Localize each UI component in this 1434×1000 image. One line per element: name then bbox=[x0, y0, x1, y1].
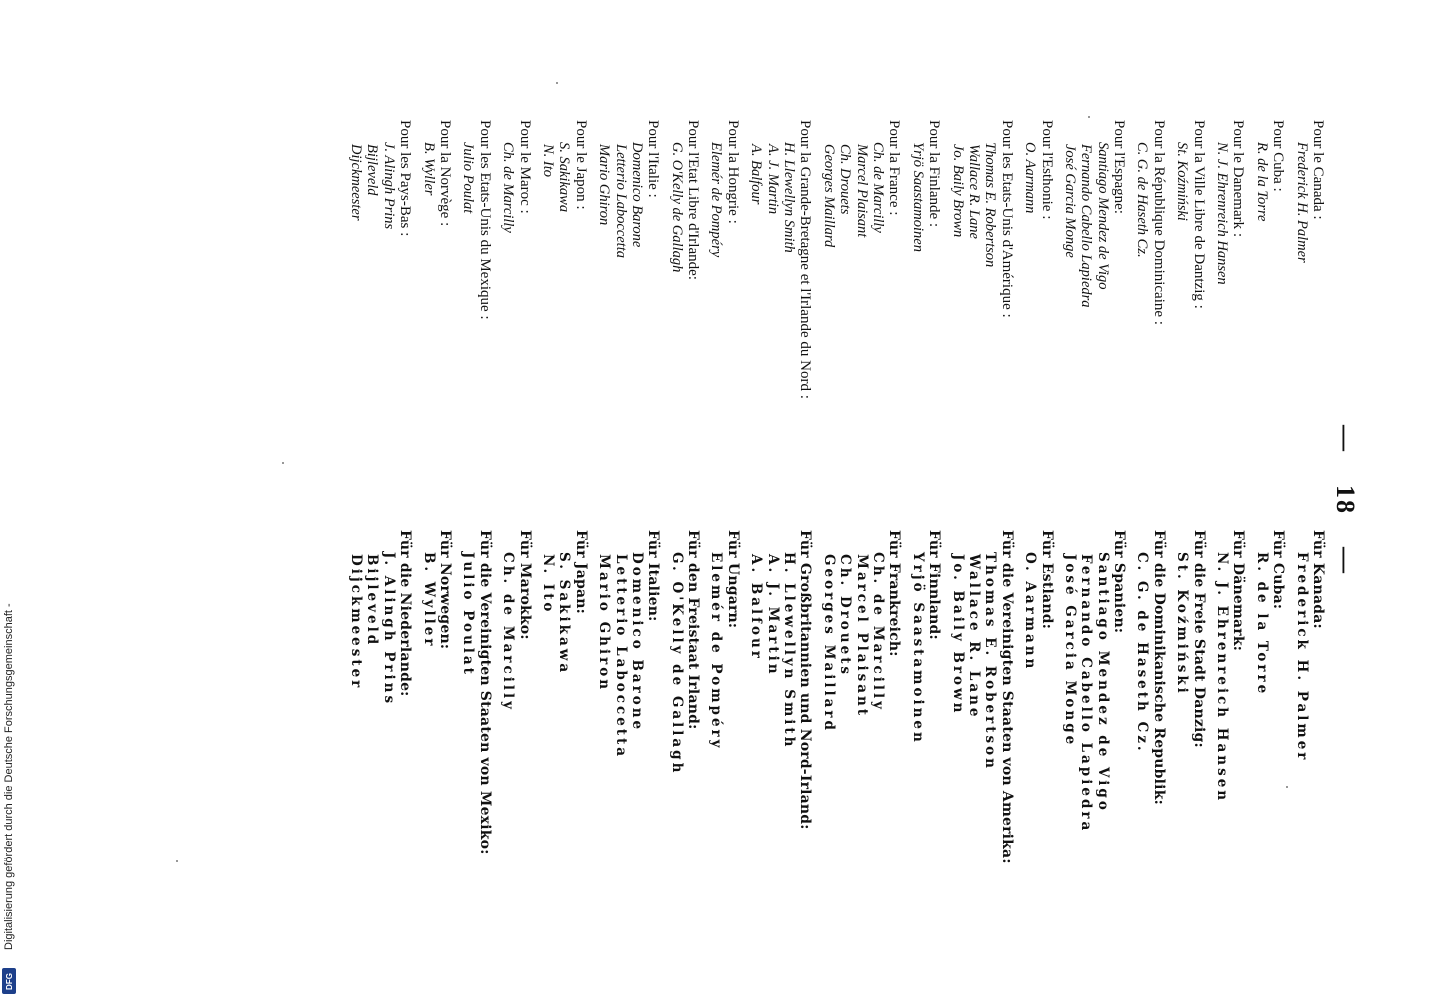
page-dash-left: — bbox=[1331, 425, 1360, 453]
signatory-entry bbox=[500, 120, 533, 580]
country-heading: Für Dänemark: bbox=[1230, 530, 1247, 652]
signatory-name: Yrjö Saastamoinen bbox=[909, 142, 926, 252]
entry-gap bbox=[1055, 120, 1062, 580]
scan-speck bbox=[176, 860, 178, 862]
signatory-entry bbox=[668, 530, 701, 990]
entry-gap bbox=[813, 120, 820, 580]
signatory-entry bbox=[820, 120, 902, 580]
signatory-entry bbox=[1293, 530, 1326, 990]
signatory-entry bbox=[708, 530, 741, 990]
signatory-name: Thomas E. Robertson bbox=[982, 142, 999, 268]
country-heading: Für Ungarn: bbox=[724, 530, 741, 629]
signatory-name: G. O'Kelly de Gallagh bbox=[668, 142, 685, 273]
entry-gap bbox=[1055, 530, 1062, 990]
entry-gap bbox=[701, 120, 708, 580]
entry-gap bbox=[1167, 530, 1174, 990]
country-heading: Pour l'Esthonie : bbox=[1038, 120, 1055, 220]
signatory-name: J. Alingh Prins bbox=[380, 142, 397, 230]
country-heading: Pour l'Etat Libre d'Irlande: bbox=[685, 120, 702, 280]
signatory-entry bbox=[909, 120, 942, 580]
country-heading: Pour le Danemark : bbox=[1230, 120, 1247, 238]
signatory-entry bbox=[1214, 120, 1247, 580]
signatory-name: A. J. Martin bbox=[764, 144, 781, 215]
page-dash-right: — bbox=[1331, 547, 1360, 575]
signatory-name: N. J. Ehrenreich Hansen bbox=[1214, 142, 1231, 285]
page-number-value: 18 bbox=[1331, 485, 1360, 515]
signatory-name: Domenico Barone bbox=[628, 142, 645, 248]
country-heading: Für Großbritannien und Nord-Irland: bbox=[797, 530, 814, 830]
digitization-credit: Digitalisierung gefördert durch die Deutsche Forschungsgemeinschaft - bbox=[3, 603, 15, 950]
country-heading: Pour les Etats-Unis du Mexique : bbox=[476, 120, 493, 320]
signatory-name: H. Llewellyn Smith bbox=[781, 142, 798, 253]
signatory-name: S. Sakikawa bbox=[556, 142, 573, 213]
signatory-entry bbox=[460, 120, 493, 580]
signatory-name: H. Llewellyn Smith bbox=[781, 552, 798, 750]
entry-gap bbox=[1207, 120, 1214, 580]
signatory-entry bbox=[1062, 530, 1128, 990]
signatory-name: José Garcia Monge bbox=[1061, 144, 1078, 258]
signatory-name: St. Koźmiński bbox=[1174, 142, 1191, 221]
country-heading: Pour la Norvège : bbox=[437, 120, 454, 227]
signatory-entry bbox=[748, 120, 814, 580]
signatory-name: B. Wyller bbox=[420, 552, 437, 649]
country-heading: Für Norwegen: bbox=[437, 530, 454, 650]
country-heading: Pour la République Dominicaine : bbox=[1150, 120, 1167, 325]
entry-gap bbox=[493, 530, 500, 990]
signatory-entry bbox=[1253, 530, 1286, 990]
country-heading: Pour le Japon : bbox=[572, 120, 589, 210]
signatory-name: G. O'Kelly de Gallagh bbox=[668, 552, 685, 776]
entry-gap bbox=[661, 120, 668, 580]
country-heading: Für Cuba: bbox=[1270, 530, 1287, 610]
country-heading: Für die Freie Stadt Danzig: bbox=[1190, 530, 1207, 748]
signatory-entry bbox=[348, 530, 414, 990]
signatory-name: Thomas E. Robertson bbox=[982, 552, 999, 771]
signatory-name: St. Koźmiński bbox=[1174, 552, 1191, 696]
signatory-entry bbox=[500, 530, 533, 990]
country-heading: Für Finnland: bbox=[926, 530, 943, 640]
signatory-entry bbox=[1134, 120, 1167, 580]
signatory-name: Santiago Mendez de Vigo bbox=[1094, 142, 1111, 290]
signatory-name: Marcel Plaisant bbox=[853, 144, 870, 238]
country-heading: Pour les Pays-Bas : bbox=[397, 120, 414, 237]
signatory-entry bbox=[708, 120, 741, 580]
signatory-name: Wallace R. Lane bbox=[965, 144, 982, 239]
entry-gap bbox=[1167, 120, 1174, 580]
signatory-name: Julio Poulat bbox=[460, 142, 477, 214]
signatory-entry bbox=[1022, 530, 1055, 990]
signatory-entry bbox=[1134, 530, 1167, 990]
country-heading: Für Estland: bbox=[1038, 530, 1055, 630]
signatory-name: C. G. de Haseth Cz. bbox=[1134, 552, 1151, 754]
country-heading: Pour le Canada : bbox=[1310, 120, 1326, 220]
entry-gap bbox=[1015, 530, 1022, 990]
country-heading: Pour l'Italie : bbox=[645, 120, 662, 198]
signatory-name: Mario Ghiron bbox=[596, 144, 613, 226]
signatory-name: Ch. Drouets bbox=[837, 144, 854, 215]
signatory-name: N. Ito bbox=[539, 554, 556, 615]
signatory-name: Frederick H. Palmer bbox=[1293, 142, 1310, 263]
country-heading: Pour la France : bbox=[886, 120, 903, 216]
signatory-name: C. G. de Haseth Cz. bbox=[1134, 142, 1151, 258]
signatory-name: Georges Maillard bbox=[820, 144, 837, 248]
signatory-name: Ch. de Marcilly bbox=[870, 142, 887, 233]
signatory-name: Yrjö Saastamoinen bbox=[909, 552, 926, 745]
entry-gap bbox=[1246, 120, 1253, 580]
entry-gap bbox=[589, 530, 596, 990]
country-heading: Für Kanada: bbox=[1310, 530, 1326, 629]
signatory-name: Frederick H. Palmer bbox=[1293, 552, 1310, 763]
signatory-name: Marcel Plaisant bbox=[853, 554, 870, 718]
french-signatures-column bbox=[348, 120, 1326, 580]
signatory-name: N. J. Ehrenreich Hansen bbox=[1214, 552, 1231, 804]
country-heading: Für Japan: bbox=[572, 530, 589, 615]
signatory-name: A. J. Martin bbox=[764, 554, 781, 677]
entry-gap bbox=[661, 530, 668, 990]
signatory-entry bbox=[1174, 120, 1207, 580]
signatory-entry bbox=[596, 120, 662, 580]
signatory-name: José Garcia Monge bbox=[1061, 554, 1078, 748]
signatory-name: Bijleveld bbox=[364, 144, 381, 196]
signatory-name: A. Balfour bbox=[748, 554, 765, 661]
signatory-entry bbox=[1214, 530, 1247, 990]
signatory-name: O. Aarmann bbox=[1022, 552, 1039, 672]
signatory-name: R. de la Torre bbox=[1253, 552, 1270, 697]
signatory-name: Fernando Cabello Lapiedra bbox=[1078, 144, 1095, 308]
signatory-entry bbox=[1253, 120, 1286, 580]
entry-gap bbox=[533, 530, 540, 990]
page-number bbox=[1330, 0, 1360, 1000]
entry-gap bbox=[741, 530, 748, 990]
signatory-entry bbox=[1174, 530, 1207, 990]
entry-gap bbox=[813, 530, 820, 990]
entry-gap bbox=[493, 120, 500, 580]
entry-gap bbox=[902, 120, 909, 580]
signatory-name: A. Balfour bbox=[748, 144, 765, 205]
signatory-name: O. Aarmann bbox=[1022, 142, 1039, 214]
signatory-entry bbox=[540, 530, 589, 990]
signatory-name: S. Sakikawa bbox=[556, 552, 573, 676]
signatory-entry bbox=[420, 120, 453, 580]
signatory-entry bbox=[949, 120, 1015, 580]
signatory-name: Wallace R. Lane bbox=[965, 554, 982, 720]
signatory-name: Letterio Laboccetta bbox=[612, 554, 629, 760]
signatory-name: Letterio Laboccetta bbox=[612, 144, 629, 258]
dfg-logo-text: DFG bbox=[4, 972, 14, 990]
entry-gap bbox=[1246, 530, 1253, 990]
signatory-entry bbox=[1062, 120, 1128, 580]
dfg-logo bbox=[2, 968, 16, 994]
entry-gap bbox=[453, 530, 460, 990]
signatory-entry bbox=[596, 530, 662, 990]
digitization-sidebar bbox=[0, 0, 18, 1000]
country-heading: Pour l'Espagne: bbox=[1111, 120, 1128, 214]
scan-speck bbox=[556, 82, 558, 84]
signatory-entry bbox=[1022, 120, 1055, 580]
signatory-name: Dijckmeester bbox=[348, 554, 365, 691]
signatory-name: Ch. de Marcilly bbox=[500, 142, 517, 233]
signatory-name: Ch. Drouets bbox=[837, 554, 854, 678]
entry-gap bbox=[533, 120, 540, 580]
signatory-name: J. Alingh Prins bbox=[380, 552, 397, 707]
entry-gap bbox=[741, 120, 748, 580]
signatory-entry bbox=[909, 530, 942, 990]
signatory-name: B. Wyller bbox=[420, 142, 437, 196]
signatory-name: Julio Poulat bbox=[460, 552, 477, 677]
signatory-name: N. Ito bbox=[539, 144, 556, 178]
entry-gap bbox=[902, 530, 909, 990]
scan-speck bbox=[282, 462, 284, 464]
signatory-entry bbox=[668, 120, 701, 580]
country-heading: Für Spanien: bbox=[1111, 530, 1128, 634]
signatory-entry bbox=[820, 530, 902, 990]
scan-speck bbox=[1088, 116, 1090, 118]
signatory-name: Dijckmeester bbox=[348, 144, 365, 221]
german-signatures-column bbox=[348, 530, 1326, 990]
signatory-entry bbox=[460, 530, 493, 990]
country-heading: Pour la Finlande : bbox=[926, 120, 943, 228]
entry-gap bbox=[1207, 530, 1214, 990]
signatory-entry bbox=[540, 120, 589, 580]
signatory-entry bbox=[420, 530, 453, 990]
signatory-entry bbox=[748, 530, 814, 990]
country-heading: Pour le Maroc : bbox=[516, 120, 533, 214]
country-heading: Für die Vereinigten Staaten von Amerika: bbox=[998, 530, 1015, 864]
signatory-entry bbox=[348, 120, 414, 580]
country-heading: Pour la Ville Libre de Dantzig : bbox=[1190, 120, 1207, 309]
signatory-name: Fernando Cabello Lapiedra bbox=[1078, 554, 1095, 834]
country-heading: Pour Cuba : bbox=[1270, 120, 1287, 192]
country-heading: Pour les Etats-Unis d'Amérique : bbox=[998, 120, 1015, 318]
entry-gap bbox=[1286, 530, 1293, 990]
signatory-name: Mario Ghiron bbox=[596, 554, 613, 693]
signatory-entry bbox=[1293, 120, 1326, 580]
country-heading: Für die Vereinigten Staaten von Mexiko: bbox=[476, 530, 493, 855]
entry-gap bbox=[1127, 120, 1134, 580]
entry-gap bbox=[589, 120, 596, 580]
country-heading: Für Frankreich: bbox=[886, 530, 903, 657]
entry-gap bbox=[701, 530, 708, 990]
country-heading: Pour la Grande-Bretagne et l'Irlande du Nord : bbox=[797, 120, 814, 399]
signatory-name: Domenico Barone bbox=[628, 552, 645, 733]
entry-gap bbox=[413, 530, 420, 990]
entry-gap bbox=[413, 120, 420, 580]
country-heading: Für die Dominikanische Republik: bbox=[1150, 530, 1167, 805]
entry-gap bbox=[942, 120, 949, 580]
entry-gap bbox=[1127, 530, 1134, 990]
entry-gap bbox=[1286, 120, 1293, 580]
signatory-name: Ch. de Marcilly bbox=[500, 552, 517, 712]
entry-gap bbox=[942, 530, 949, 990]
signatory-name: Ch. de Marcilly bbox=[870, 552, 887, 712]
signatory-name: R. de la Torre bbox=[1253, 142, 1270, 222]
scan-speck bbox=[1286, 786, 1288, 788]
signatory-name: Bijleveld bbox=[364, 554, 381, 648]
signatory-name: Jo. Baily Brown bbox=[949, 144, 966, 238]
entry-gap bbox=[453, 120, 460, 580]
signatory-name: Elemér de Pompéry bbox=[708, 142, 725, 258]
signatory-entry bbox=[949, 530, 1015, 990]
country-heading: Für Marokko: bbox=[516, 530, 533, 640]
country-heading: Für den Freistaat Irland: bbox=[685, 530, 702, 730]
signatory-name: Elemér de Pompéry bbox=[708, 552, 725, 751]
country-heading: Pour la Hongrie : bbox=[724, 120, 741, 224]
signatory-name: Jo. Baily Brown bbox=[949, 554, 966, 716]
country-heading: Für Italien: bbox=[645, 530, 662, 622]
signatory-name: Santiago Mendez de Vigo bbox=[1094, 552, 1111, 813]
country-heading: Für die Niederlande: bbox=[397, 530, 414, 697]
entry-gap bbox=[1015, 120, 1022, 580]
signatory-name: Georges Maillard bbox=[820, 554, 837, 733]
